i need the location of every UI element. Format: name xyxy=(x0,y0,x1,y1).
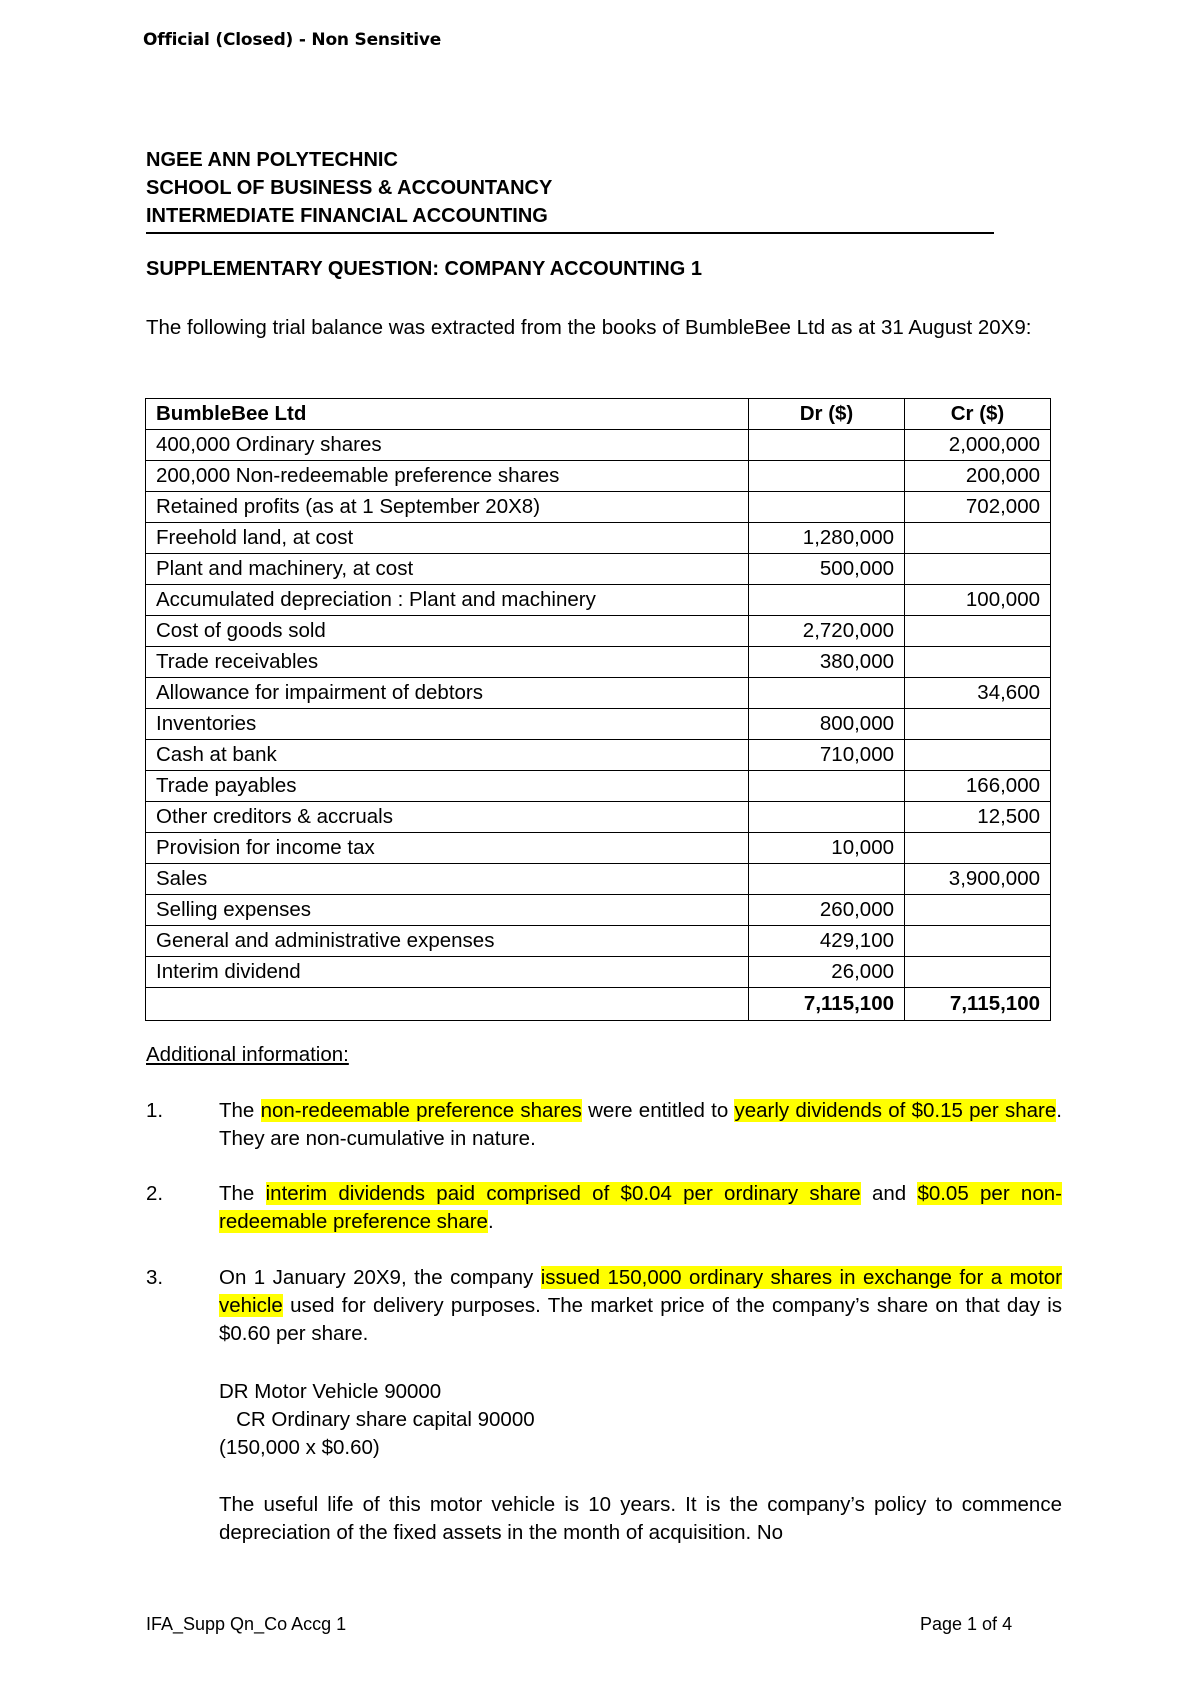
account-cell: General and administrative expenses xyxy=(146,926,749,957)
cr-cell xyxy=(905,926,1051,957)
dr-cell xyxy=(749,771,905,802)
cr-cell: 12,500 xyxy=(905,802,1051,833)
dr-cell: 500,000 xyxy=(749,554,905,585)
highlight: $0.05 per non-redeemable preference share xyxy=(219,1182,1062,1233)
account-cell: Allowance for impairment of debtors xyxy=(146,678,749,709)
item-text: The non-redeemable preference shares were entitled to yearly dividends of $0.15 per share. They are non-cumulative in nature. xyxy=(219,1099,1062,1150)
account-cell: Provision for income tax xyxy=(146,833,749,864)
cr-cell: 3,900,000 xyxy=(905,864,1051,895)
highlight: yearly dividends of $0.15 per share xyxy=(734,1099,1057,1122)
question-title: SUPPLEMENTARY QUESTION: COMPANY ACCOUNTING 1 xyxy=(146,258,702,280)
table-row xyxy=(146,926,1051,957)
account-cell: Selling expenses xyxy=(146,895,749,926)
dr-cell xyxy=(749,864,905,895)
table-row xyxy=(146,647,1051,678)
intro-paragraph: The following trial balance was extracted from the books of BumbleBee Ltd as at 31 August 20X9: xyxy=(146,316,1032,339)
table-row xyxy=(146,895,1051,926)
trial-balance-table xyxy=(145,398,1051,1021)
dr-cell xyxy=(749,678,905,709)
footer-document-code: IFA_Supp Qn_Co Accg 1 xyxy=(146,1614,347,1634)
info-item-3 xyxy=(146,1264,1062,1348)
document-header xyxy=(146,146,994,234)
dr-cell: 1,280,000 xyxy=(749,523,905,554)
account-cell: Interim dividend xyxy=(146,957,749,988)
info-item-2 xyxy=(146,1180,1062,1236)
dr-cell: 710,000 xyxy=(749,740,905,771)
footer-page-number: Page 1 of 4 xyxy=(920,1614,1013,1634)
account-cell: Other creditors & accruals xyxy=(146,802,749,833)
cr-cell xyxy=(905,647,1051,678)
cr-cell: 702,000 xyxy=(905,492,1051,523)
account-cell: Retained profits (as at 1 September 20X8) xyxy=(146,492,749,523)
cr-cell: 200,000 xyxy=(905,461,1051,492)
cr-cell xyxy=(905,523,1051,554)
additional-info-heading: Additional information: xyxy=(146,1043,349,1066)
account-cell: 400,000 Ordinary shares xyxy=(146,430,749,461)
highlight: issued 150,000 ordinary shares in exchange for a motor vehicle xyxy=(219,1266,1062,1317)
table-row xyxy=(146,864,1051,895)
column-header-cr: Cr ($) xyxy=(905,399,1051,430)
table-row xyxy=(146,740,1051,771)
dr-cell: 260,000 xyxy=(749,895,905,926)
table-row xyxy=(146,523,1051,554)
cr-cell: 2,000,000 xyxy=(905,430,1051,461)
dr-cell: 26,000 xyxy=(749,957,905,988)
table-row xyxy=(146,430,1051,461)
cr-cell xyxy=(905,895,1051,926)
table-row xyxy=(146,492,1051,523)
item-number: 3. xyxy=(146,1266,164,1289)
highlight: non-redeemable preference shares xyxy=(260,1099,582,1122)
table-row xyxy=(146,678,1051,709)
account-cell: Inventories xyxy=(146,709,749,740)
info-item-1 xyxy=(146,1097,1062,1153)
info-item-3-continued xyxy=(146,1491,1062,1547)
total-label-cell xyxy=(146,988,749,1021)
dr-cell: 380,000 xyxy=(749,647,905,678)
table-row xyxy=(146,802,1051,833)
header-module: INTERMEDIATE FINANCIAL ACCOUNTING xyxy=(146,205,548,227)
table-row xyxy=(146,833,1051,864)
account-cell: Trade payables xyxy=(146,771,749,802)
dr-cell xyxy=(749,461,905,492)
cr-cell xyxy=(905,554,1051,585)
account-cell: Trade receivables xyxy=(146,647,749,678)
dr-cell xyxy=(749,802,905,833)
dr-cell: 10,000 xyxy=(749,833,905,864)
highlight: interim dividends paid comprised of $0.04 per ordinary share xyxy=(265,1182,861,1205)
item-number: 1. xyxy=(146,1099,164,1122)
journal-entry-credit: CR Ordinary share capital 90000 xyxy=(219,1408,535,1431)
table-total-row xyxy=(146,988,1051,1021)
table-row xyxy=(146,554,1051,585)
table-row xyxy=(146,771,1051,802)
total-dr-cell: 7,115,100 xyxy=(749,988,905,1021)
dr-cell: 2,720,000 xyxy=(749,616,905,647)
item-number: 2. xyxy=(146,1182,164,1205)
cr-cell xyxy=(905,709,1051,740)
cr-cell: 166,000 xyxy=(905,771,1051,802)
account-cell: Plant and machinery, at cost xyxy=(146,554,749,585)
dr-cell xyxy=(749,430,905,461)
account-cell: 200,000 Non-redeemable preference shares xyxy=(146,461,749,492)
item-text: The interim dividends paid comprised of $0.04 per ordinary share and $0.05 per non-redeemable preference share. xyxy=(219,1182,1062,1233)
account-cell: Freehold land, at cost xyxy=(146,523,749,554)
table-row xyxy=(146,957,1051,988)
cr-cell: 100,000 xyxy=(905,585,1051,616)
account-cell: Accumulated depreciation : Plant and machinery xyxy=(146,585,749,616)
cr-cell: 34,600 xyxy=(905,678,1051,709)
classification-label: Official (Closed) - Non Sensitive xyxy=(143,30,442,50)
cr-cell xyxy=(905,833,1051,864)
account-cell: Sales xyxy=(146,864,749,895)
column-header-account: BumbleBee Ltd xyxy=(146,399,749,430)
table-row xyxy=(146,585,1051,616)
item-text: On 1 January 20X9, the company issued 150,000 ordinary shares in exchange for a motor vehicle used for delivery purposes. The market price of the company’s share on that day is $0.60 per share. xyxy=(219,1266,1062,1345)
dr-cell: 800,000 xyxy=(749,709,905,740)
dr-cell xyxy=(749,585,905,616)
header-school: SCHOOL OF BUSINESS & ACCOUNTANCY xyxy=(146,177,553,199)
table-body xyxy=(146,430,1051,988)
dr-cell: 429,100 xyxy=(749,926,905,957)
cr-cell xyxy=(905,616,1051,647)
table-row xyxy=(146,461,1051,492)
cr-cell xyxy=(905,957,1051,988)
account-cell: Cost of goods sold xyxy=(146,616,749,647)
header-institution: NGEE ANN POLYTECHNIC xyxy=(146,149,398,171)
dr-cell xyxy=(749,492,905,523)
table-header-row xyxy=(146,399,1051,430)
table-row xyxy=(146,616,1051,647)
cr-cell xyxy=(905,740,1051,771)
journal-entry-debit: DR Motor Vehicle 90000 xyxy=(219,1380,442,1403)
table-row xyxy=(146,709,1051,740)
total-cr-cell: 7,115,100 xyxy=(905,988,1051,1021)
journal-entry-calculation: (150,000 x $0.60) xyxy=(219,1436,380,1459)
account-cell: Cash at bank xyxy=(146,740,749,771)
item-text: The useful life of this motor vehicle is 10 years. It is the company’s policy to commence depreciation of the fixed assets in the month of acquisition. No xyxy=(219,1493,1062,1544)
column-header-dr: Dr ($) xyxy=(749,399,905,430)
